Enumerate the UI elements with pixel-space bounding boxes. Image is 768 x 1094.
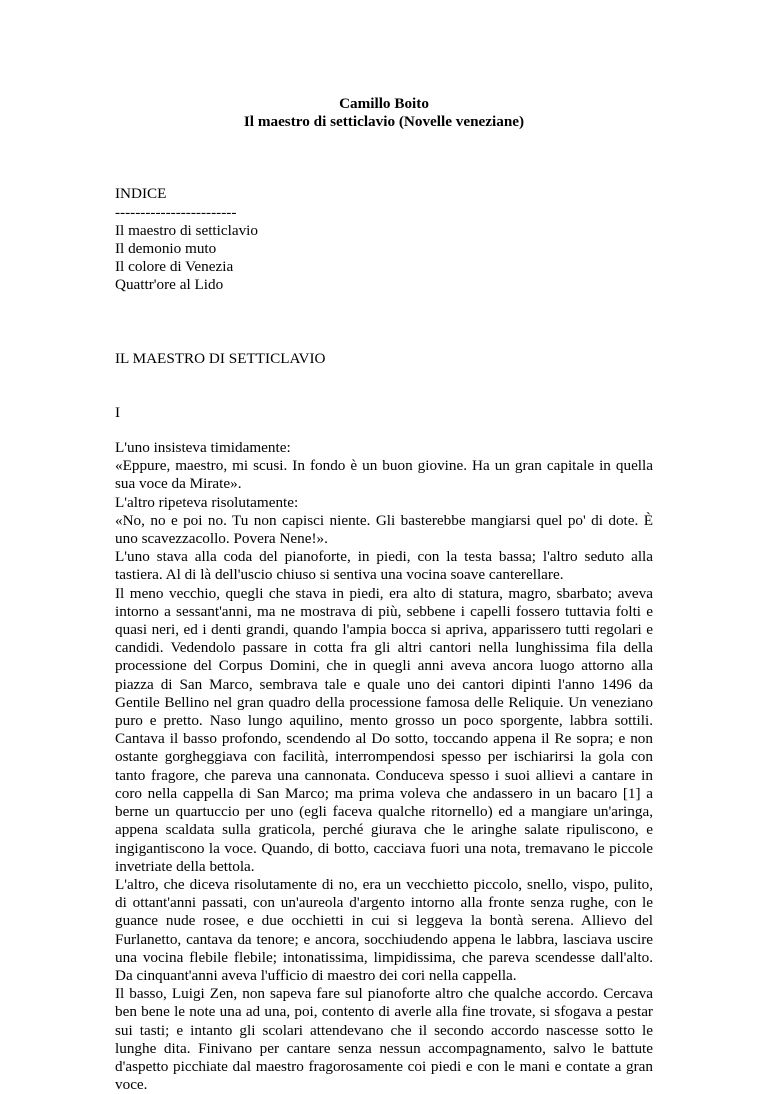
index-item: Il colore di Venezia xyxy=(115,258,234,276)
paragraph: L'altro, che diceva risolutamente di no, era un vecchietto piccolo, snello, vispo, pulito, di ottant'anni passati, con un'aureola d'argento intorno alla fronte senza rughe, con le guance nude rosee, e due occhietti in cui si leggeva la bontà serena. Allievo del Furlanetto, cantava da tenore; e ancora, socchiudendo appena le labbra, lasciava uscire una vocina flebile flebile; intonatissima, limpidissima, che pareva scendesse dall'alto. Da cinquant'anni aveva l'ufficio di maestro dei cori nella cappella. xyxy=(115,875,653,984)
index-item: Il maestro di setticlavio xyxy=(115,221,258,239)
document-header xyxy=(115,95,653,131)
paragraph: L'uno insisteva timidamente: xyxy=(115,439,291,457)
paragraph: L'uno stava alla coda del pianoforte, in piedi, con la testa bassa; l'altro seduto alla tastiera. Al di là dell'uscio chiuso si sentiva una vocina soave canterellare. xyxy=(115,548,653,584)
chapter-number: I xyxy=(115,403,121,421)
body-text xyxy=(115,439,653,1094)
document-title: Il maestro di setticlavio (Novelle veneziane) xyxy=(243,113,525,131)
paragraph: Il meno vecchio, quegli che stava in piedi, era alto di statura, magro, sbarbato; aveva intorno a sessant'anni, ma ne mostrava di più, sebbene i capelli fossero tuttavia folti e quasi neri, ed i denti grandi, quando l'ampia bocca si apriva, apparissero tutti regolari e candidi. Vedendolo passare in cotta fra gli altri cantori nella lunghissima fila della processione del Corpus Domini, che in quegli anni aveva ancora luogo attorno alla piazza di San Marco, sembrava tale e quale uno dei cantori dipinti l'anno 1496 da Gentile Bellino nel gran quadro della processione famosa delle Reliquie. Un veneziano puro e pretto. Naso lungo aquilino, mento grosso un poco sporgente, labbra sottili. Cantava il basso profondo, scendendo al Do sotto, toccando appena il Re sopra; e non ostante gorgheggiava con facilità, interrompendosi spesso per ischiarirsi la gola con tanto fragore, che pareva una cannonata. Conduceva spesso i suoi allievi a cantare in coro nella cappella di San Marco; ma prima voleva che andassero in un bacaro [1] a berne un quartuccio per uno (egli faceva qualche ritornello) ed a mangiare un'aringa, appena scaldata sulla graticola, perché giurava che le aringhe salate ripuliscono, e ingigantiscono la voce. Quando, di botto, cacciava fuori una nota, tremavano le piccole invetriate della bettola. xyxy=(115,584,653,875)
paragraph: L'altro ripeteva risolutamente: xyxy=(115,493,299,511)
section-title: IL MAESTRO DI SETTICLAVIO xyxy=(115,349,326,367)
document-page xyxy=(115,0,653,1094)
index-rule: ------------------------ xyxy=(115,203,237,221)
index-item: Quattr'ore al Lido xyxy=(115,276,224,294)
index-item: Il demonio muto xyxy=(115,240,217,258)
paragraph: «Eppure, maestro, mi scusi. In fondo è un buon giovine. Ha un gran capitale in quella sua voce da Mirate». xyxy=(115,457,653,493)
paragraph: «No, no e poi no. Tu non capisci niente. Gli basterebbe mangiarsi quel po' di dote. È uno scavezzacollo. Povera Nene!». xyxy=(115,511,653,548)
table-of-contents xyxy=(115,185,653,294)
index-heading: INDICE xyxy=(115,185,167,203)
author-name: Camillo Boito xyxy=(339,95,429,112)
paragraph: Il basso, Luigi Zen, non sapeva fare sul pianoforte altro che qualche accordo. Cercava ben bene le note una ad una, poi, contento di averle alla fine trovate, si sfogava a pestar sui tasti; e intanto gli scolari attendevano che il secondo accordo nascesse sotto le lunghe dita. Finivano per cantare senza nessun accompagnamento, salvo le battute d'aspetto picchiate dal maestro fragorosamente coi piedi e con le mani e contate a gran voce. xyxy=(115,985,653,1094)
